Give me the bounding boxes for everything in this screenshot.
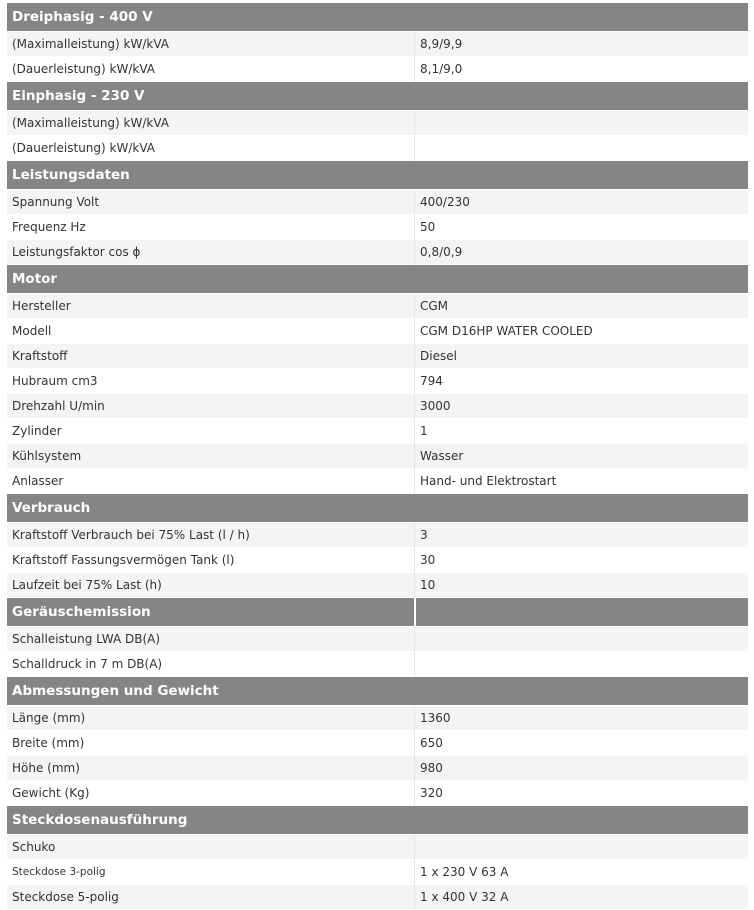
spec-label: Zylinder [7, 419, 414, 444]
spec-value: 1 x 230 V 63 A [414, 860, 748, 885]
section-header-verbrauch [7, 494, 748, 523]
spec-row [7, 469, 748, 494]
spec-label: (Dauerleistung) kW/kVA [7, 57, 414, 82]
spec-row [7, 294, 748, 319]
spec-row [7, 111, 748, 136]
spec-row [7, 548, 748, 573]
section-title: Dreiphasig - 400 V [7, 3, 748, 32]
section-header-einphasig-230-v [7, 82, 748, 111]
spec-value: 980 [414, 756, 748, 781]
spec-row [7, 240, 748, 265]
spec-row [7, 523, 748, 548]
spec-value: CGM [414, 294, 748, 319]
spec-row [7, 756, 748, 781]
spec-value [414, 136, 748, 161]
section-title: Abmessungen und Gewicht [7, 677, 748, 706]
spec-label: (Dauerleistung) kW/kVA [7, 136, 414, 161]
spec-value: 50 [414, 215, 748, 240]
section-title: Steckdosenausführung [7, 806, 748, 835]
spec-label: Kühlsystem [7, 444, 414, 469]
spec-value: 3000 [414, 394, 748, 419]
spec-label: Kraftstoff Verbrauch bei 75% Last (l / h) [7, 523, 414, 548]
spec-row [7, 885, 748, 910]
spec-value: 1 x 400 V 32 A [414, 885, 748, 910]
spec-row [7, 627, 748, 652]
spec-label: Hubraum cm3 [7, 369, 414, 394]
spec-label: Schuko [7, 835, 414, 860]
spec-label: Hersteller [7, 294, 414, 319]
spec-value: 1 [414, 419, 748, 444]
spec-row [7, 57, 748, 82]
spec-value [414, 111, 748, 136]
spec-value: 0,8/0,9 [414, 240, 748, 265]
section-header-dreiphasig-400-v [7, 3, 748, 32]
spec-label: (Maximalleistung) kW/kVA [7, 111, 414, 136]
spec-label: Leistungsfaktor cos ϕ [7, 240, 414, 265]
spec-label: Steckdose 3-polig [7, 860, 414, 885]
spec-value [414, 627, 748, 652]
spec-value [414, 835, 748, 860]
spec-label: Frequenz Hz [7, 215, 414, 240]
spec-value [414, 652, 748, 677]
section-header-geraeuschemission [7, 598, 748, 627]
spec-value: 320 [414, 781, 748, 806]
spec-row [7, 781, 748, 806]
spec-table-body [7, 3, 748, 910]
section-title: Motor [7, 265, 748, 294]
spec-label: Anlasser [7, 469, 414, 494]
spec-row [7, 652, 748, 677]
section-header-motor [7, 265, 748, 294]
section-header-cell [414, 598, 748, 627]
spec-row [7, 215, 748, 240]
spec-row [7, 835, 748, 860]
spec-value: 10 [414, 573, 748, 598]
spec-row [7, 394, 748, 419]
section-header-leistungsdaten [7, 161, 748, 190]
spec-row [7, 136, 748, 161]
spec-row [7, 444, 748, 469]
spec-table [7, 3, 748, 910]
spec-label: Höhe (mm) [7, 756, 414, 781]
spec-row [7, 419, 748, 444]
section-header-abmessungen-und-gewicht [7, 677, 748, 706]
spec-row [7, 706, 748, 731]
spec-row [7, 860, 748, 885]
spec-value: Wasser [414, 444, 748, 469]
spec-row [7, 369, 748, 394]
spec-value: 1360 [414, 706, 748, 731]
spec-label: Steckdose 5-polig [7, 885, 414, 910]
spec-label: Schalleistung LWA DB(A) [7, 627, 414, 652]
spec-row [7, 344, 748, 369]
spec-label: Kraftstoff [7, 344, 414, 369]
spec-value: 650 [414, 731, 748, 756]
spec-value: Hand- und Elektrostart [414, 469, 748, 494]
spec-value: CGM D16HP WATER COOLED [414, 319, 748, 344]
spec-row [7, 190, 748, 215]
section-title: Einphasig - 230 V [7, 82, 748, 111]
spec-label: Modell [7, 319, 414, 344]
spec-label: Länge (mm) [7, 706, 414, 731]
spec-value: 794 [414, 369, 748, 394]
spec-row [7, 731, 748, 756]
spec-row [7, 573, 748, 598]
spec-label: Gewicht (Kg) [7, 781, 414, 806]
section-title: Verbrauch [7, 494, 748, 523]
spec-label: Drehzahl U/min [7, 394, 414, 419]
spec-value: 400/230 [414, 190, 748, 215]
spec-label: Spannung Volt [7, 190, 414, 215]
spec-label: Breite (mm) [7, 731, 414, 756]
section-title: Geräuschemission [7, 598, 414, 627]
spec-value: Diesel [414, 344, 748, 369]
spec-label: Schalldruck in 7 m DB(A) [7, 652, 414, 677]
spec-row [7, 32, 748, 57]
spec-row [7, 319, 748, 344]
spec-label: Laufzeit bei 75% Last (h) [7, 573, 414, 598]
spec-label: (Maximalleistung) kW/kVA [7, 32, 414, 57]
spec-value: 30 [414, 548, 748, 573]
spec-value: 3 [414, 523, 748, 548]
section-title: Leistungsdaten [7, 161, 748, 190]
section-header-steckdosenausfuehrung [7, 806, 748, 835]
spec-label: Kraftstoff Fassungsvermögen Tank (l) [7, 548, 414, 573]
spec-value: 8,1/9,0 [414, 57, 748, 82]
spec-value: 8,9/9,9 [414, 32, 748, 57]
